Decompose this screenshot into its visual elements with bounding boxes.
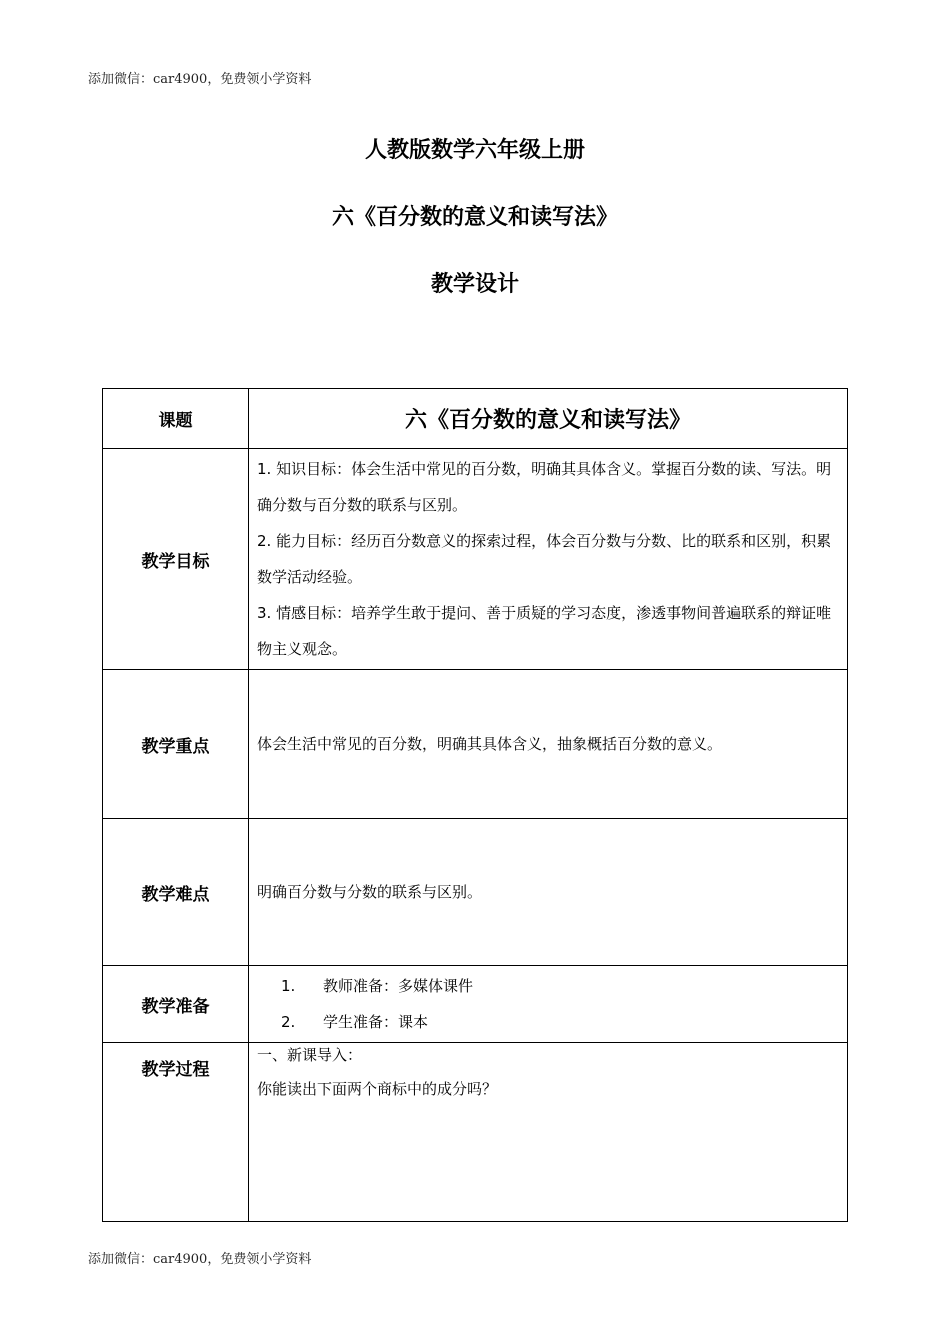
objectives-label: 教学目标 xyxy=(103,449,249,670)
preparation-item-number: 2. xyxy=(281,1013,296,1031)
preparation-item-text: 教师准备：多媒体课件 xyxy=(323,977,474,995)
preparation-content xyxy=(249,966,848,1043)
key-points-content: 体会生活中常见的百分数，明确其具体含义，抽象概括百分数的意义。 xyxy=(249,670,848,819)
objective-item-2: 2. 能力目标：经历百分数意义的探索过程，体会百分数与分数、比的联系和区别，积累数学活动经验。 xyxy=(257,532,832,586)
document-subtitle: 教学设计 xyxy=(430,272,519,297)
objective-item-1: 1. 知识目标：体会生活中常见的百分数，明确其具体含义。掌握百分数的读、写法。明确分数与百分数的联系与区别。 xyxy=(257,460,832,514)
topic-label: 课题 xyxy=(103,389,249,449)
lesson-title: 六《百分数的意义和读写法》 xyxy=(331,205,618,230)
table-row-topic xyxy=(103,389,848,449)
preparation-label: 教学准备 xyxy=(103,966,249,1043)
process-content xyxy=(249,1043,848,1222)
lesson-plan-table xyxy=(102,388,848,1222)
objective-item-3: 3. 情感目标：培养学生敢于提问、善于质疑的学习态度，渗透事物间普遍联系的辩证唯物主义观念。 xyxy=(257,604,832,658)
table-row-difficulties xyxy=(103,819,848,966)
table-row-preparation xyxy=(103,966,848,1043)
topic-value: 六《百分数的意义和读写法》 xyxy=(249,389,848,449)
table-row-process xyxy=(103,1043,848,1222)
process-line-1: 一、新课导入： xyxy=(257,1046,363,1064)
preparation-item-number: 1. xyxy=(281,977,296,995)
objectives-content xyxy=(249,449,848,670)
preparation-item-text: 学生准备：课本 xyxy=(323,1013,429,1031)
table-row-objectives xyxy=(103,449,848,670)
difficulties-content: 明确百分数与分数的联系与区别。 xyxy=(249,819,848,966)
preparation-item-1 xyxy=(257,968,839,1004)
preparation-item-2 xyxy=(257,1004,839,1040)
table-row-key-points xyxy=(103,670,848,819)
watermark-bottom: 添加微信：car4900，免费领小学资料 xyxy=(88,1252,312,1267)
process-line-2: 你能读出下面两个商标中的成分吗？ xyxy=(257,1080,498,1098)
key-points-label: 教学重点 xyxy=(103,670,249,819)
difficulties-label: 教学难点 xyxy=(103,819,249,966)
watermark-top: 添加微信：car4900，免费领小学资料 xyxy=(88,72,312,87)
document-title: 人教版数学六年级上册 xyxy=(364,138,585,163)
process-label: 教学过程 xyxy=(103,1043,249,1222)
